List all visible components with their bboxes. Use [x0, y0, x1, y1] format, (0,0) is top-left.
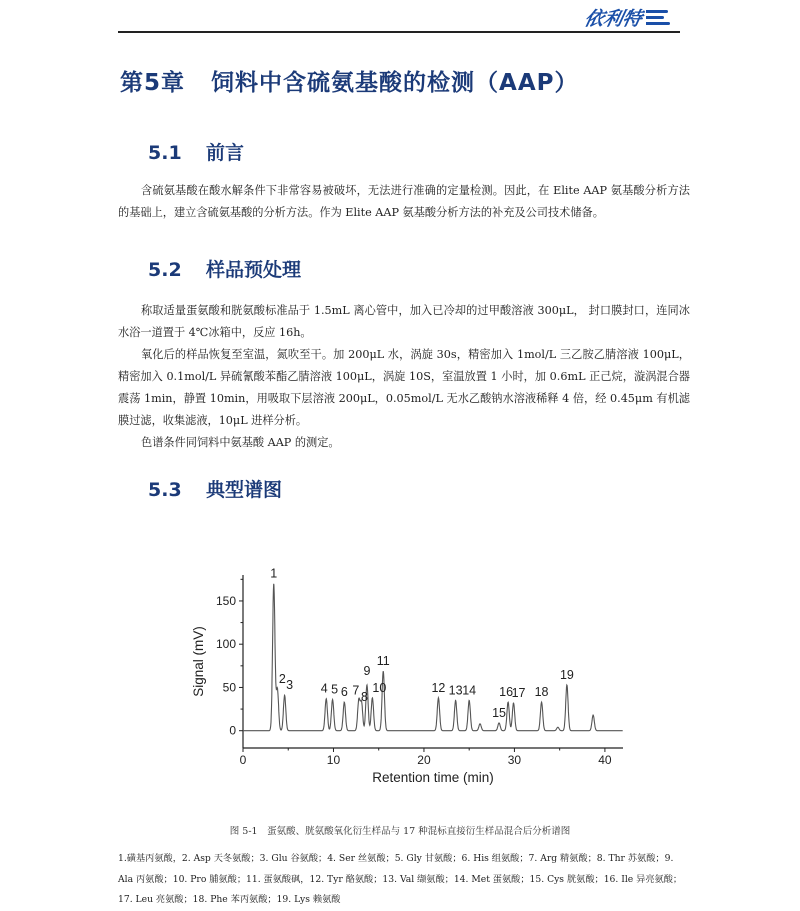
peak-label: 1 [270, 566, 278, 581]
x-tick-label: 30 [507, 753, 522, 767]
peak-label: 11 [376, 654, 390, 669]
peak-label: 15 [492, 705, 507, 720]
section-number: 5.3 [148, 479, 182, 501]
peak-label: 2 [278, 672, 286, 687]
peak-label: 16 [499, 685, 514, 700]
peak-label: 5 [331, 682, 339, 697]
section-5-2-body [118, 300, 690, 454]
peak-label: 12 [431, 680, 446, 695]
peak-label: 18 [534, 685, 549, 700]
company-logo [582, 4, 670, 30]
peak-label: 7 [352, 683, 360, 698]
peak-label: 9 [363, 663, 371, 678]
section-number: 5.2 [148, 259, 182, 281]
x-tick-label: 0 [239, 753, 247, 767]
x-axis-label: Retention time (min) [372, 770, 494, 785]
peak-label: 14 [462, 683, 477, 698]
chapter-number: 第5章 [120, 70, 186, 96]
peak-label: 17 [511, 686, 526, 701]
y-tick-label: 100 [215, 637, 236, 652]
peak-label: 10 [372, 680, 387, 695]
paragraph: 含硫氨基酸在酸水解条件下非常容易被破坏，无法进行准确的定量检测。因此，在 Elite AAP 氨基酸分析方法的基础上，建立含硫氨基酸的分析方法。作为 Elite AAP 氨基酸分析方法的补充及公司技术储备。 [118, 184, 690, 219]
chromatogram-plot [180, 550, 650, 790]
header-rule [118, 31, 680, 33]
peak-label: 6 [340, 685, 348, 700]
paragraph: 色谱条件同饲料中氨基酸 AAP 的测定。 [141, 436, 340, 449]
section-number: 5.1 [148, 142, 182, 164]
paragraph: 称取适量蛋氨酸和胱氨酸标准品于 1.5mL 离心管中，加入已冷却的过甲酸溶液 300μL， 封口膜封口，连同冰水浴一道置于 4℃冰箱中，反应 16h。 [118, 304, 690, 339]
y-tick-label: 0 [229, 723, 236, 738]
peak-label: 13 [448, 683, 463, 698]
section-5-2-heading [148, 255, 301, 282]
chapter-title [120, 64, 578, 97]
peak-label: 3 [286, 678, 294, 693]
y-tick-label: 150 [215, 593, 236, 608]
peak-label: 19 [559, 667, 574, 682]
section-5-3-heading [148, 475, 282, 502]
section-5-1-heading [148, 138, 244, 165]
x-tick-label: 40 [598, 753, 612, 767]
paragraph: 氧化后的样品恢复至室温，氮吹至干。加 200μL 水，涡旋 30s，精密加入 1mol/L 三乙胺乙腈溶液 100μL，精密加入 0.1mol/L 异硫氰酸苯酯乙腈溶液 100μL，涡旋 10S，室温放置 1 小时，加 0.6mL 正己烷，漩涡混合器震荡 1min，静置 10min，用吸取下层溶液 200μL，0.05mol/L 无水乙酸钠水溶液稀释 4 倍，经 0.45μm 有机滤膜过滤，收集滤液，10μL 进样分析。 [118, 348, 690, 427]
stacked-bars-logo-icon [646, 9, 670, 26]
y-axis-label: Signal (mV) [191, 626, 206, 697]
peak-label: 8 [361, 690, 369, 705]
chromatogram-trace [243, 584, 623, 731]
peak-label: 4 [320, 681, 328, 696]
x-tick-label: 20 [417, 753, 431, 767]
chromatogram-chart [180, 550, 650, 790]
section-5-1-body [118, 180, 690, 224]
logo-text: 依利特 [582, 7, 645, 30]
section-title: 前言 [206, 142, 245, 164]
chapter-heading: 饲料中含硫氨基酸的检测（AAP） [211, 70, 579, 96]
figure-legend: 1.磺基丙氨酸，2. Asp 天冬氨酸；3. Glu 谷氨酸；4. Ser 丝氨酸；5. Gly 甘氨酸；6. His 组氨酸；7. Arg 精氨酸；8. Thr 苏氨酸；9. Ala 丙氨酸；10. Pro 脯氨酸；11. 蛋氨酸砜，12. Tyr 酪氨酸；13. Val 缬氨酸；14. Met 蛋氨酸；15. Cys 胱氨酸；16. Ile 异亮氨酸；17. Leu 亮氨酸；18. Phe 苯丙氨酸；19. Lys 赖氨酸 [118, 853, 683, 905]
x-tick-label: 10 [326, 753, 341, 767]
section-title: 样品预处理 [206, 259, 302, 281]
figure-caption: 图 5-1 蛋氨酸、胱氨酸氧化衍生样品与 17 种混标直接衍生样品混合后分析谱图 [229, 826, 571, 837]
y-tick-label: 50 [222, 680, 236, 695]
section-title: 典型谱图 [206, 479, 283, 501]
